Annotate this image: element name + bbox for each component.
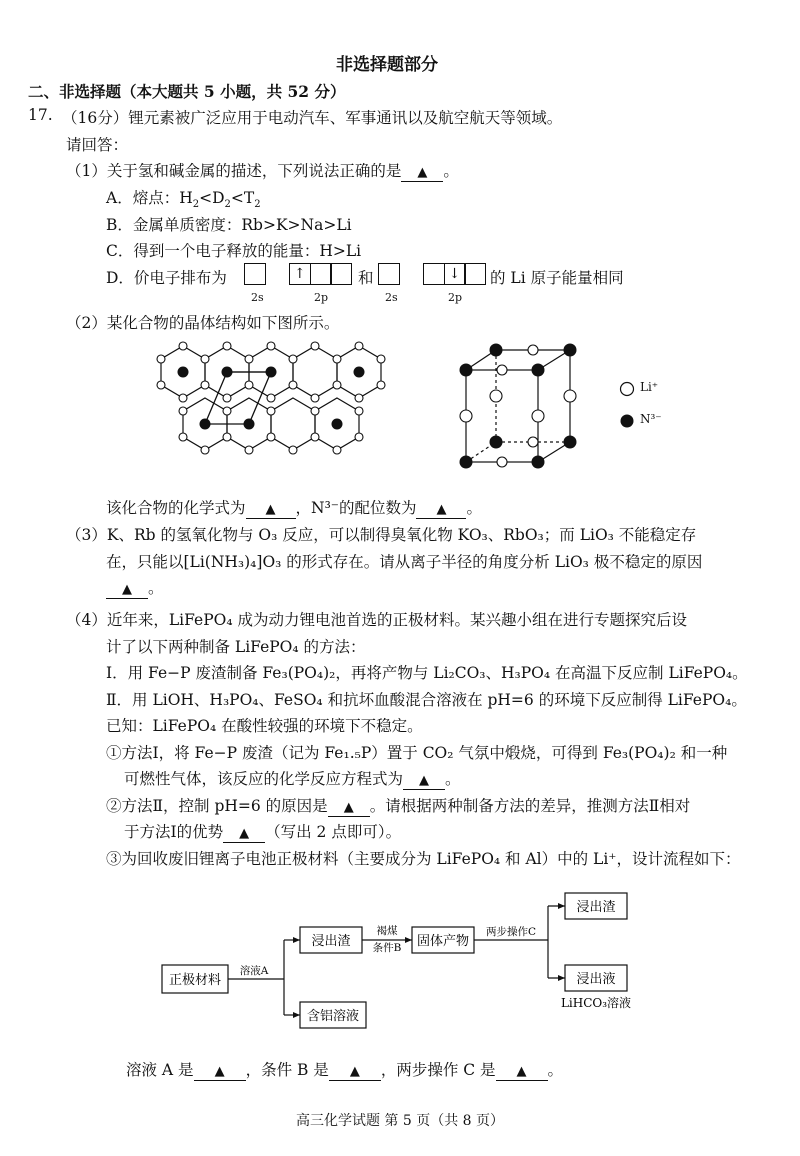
legend-n-label: N³⁻ (640, 412, 662, 426)
orbital-label-2p: 2p (448, 291, 463, 304)
p4-sub1-line2: 可燃性气体，该反应的化学反应方程式为 ▲ 。 (124, 770, 461, 788)
p1-option-a: A．熔点：$H_2<D_2<T_2$ (106, 189, 261, 211)
answer-blank: ▲ (436, 502, 447, 517)
answer-blank: ▲ (417, 165, 428, 180)
flow-label-brown-coal: 褐煤 (376, 925, 398, 937)
answer-blank: ▲ (419, 773, 430, 788)
flow-label-solution-a: 溶液A (239, 965, 269, 977)
answer-blank: ▲ (343, 800, 354, 815)
p1-stem: （1）关于氢和碱金属的描述，下列说法正确的是 ▲ 。 (66, 162, 459, 180)
question-number: 17. (28, 106, 53, 124)
flow-label-leachate: 浸出液 (576, 972, 616, 987)
legend-n-icon (618, 412, 636, 430)
flow-label-solid: 固体产物 (416, 934, 470, 949)
p2-stem: （2）某化合物的晶体结构如下图所示。 (66, 314, 340, 332)
p4-line1: （4）近年来，LiFePO₄ 成为动力锂电池首选的正极材料。某兴趣小组在进行专题探究后设 (66, 611, 687, 629)
answer-blank: ▲ (239, 826, 250, 841)
p1-option-d: D．价电子排布为 (106, 269, 227, 287)
flow-label-al-solution: 含铝溶液 (306, 1009, 360, 1024)
flow-label-lihco3: LiHCO₃溶液 (560, 996, 632, 1010)
p4-sub1-line1: ①方法Ⅰ，将 Fe−P 废渣（记为 Fe₁.₅P）置于 CO₂ 气氛中煅烧，可得到 Fe₃(PO₄)₂ 和一种 (106, 744, 728, 762)
question-intro: （16分）锂元素被广泛应用于电动汽车、军事通讯以及航空航天等领域。 (62, 109, 563, 127)
orbital-diagram-1 (244, 263, 351, 285)
p4-line2: 计了以下两种制备 LiFePO₄ 的方法： (106, 638, 366, 656)
p4-method-2: Ⅱ．用 LiOH、H₃PO₄、FeSO₄ 和抗坏血酸混合溶液在 pH=6 的环境下反应制得 LiFePO₄。 (106, 691, 747, 709)
p3-line2: 在，只能以[Li(NH₃)₄]O₃ 的形式存在。请从离子半径的角度分析 LiO₃ 极不稳定的原因 (106, 553, 703, 571)
p4-method-1: Ⅰ．用 Fe−P 废渣制备 Fe₃(PO₄)₂，再将产物与 Li₂CO₃、H₃PO₄ 在高温下反应制 LiFePO₄。 (106, 664, 748, 682)
flow-label-residue1: 浸出渣 (311, 934, 351, 949)
answer-blank: ▲ (122, 582, 132, 597)
flow-label-condition-b: 条件B (372, 942, 402, 954)
p1-option-d-and: 和 (358, 269, 374, 287)
crystal-layer-figure (130, 338, 410, 474)
orbital-label-2s: 2s (251, 291, 264, 304)
p4-sub2-line2: 于方法Ⅰ的优势 ▲ （写出 2 点即可）。 (124, 823, 402, 841)
p4-final-answer: 溶液 A 是 ▲ ，条件 B 是 ▲ ，两步操作 C 是 ▲ 。 (126, 1061, 564, 1079)
p1-option-b: B．金属单质密度：Rb>K>Na>Li (106, 216, 352, 234)
p1-option-d-tail: 的 Li 原子能量相同 (490, 269, 624, 287)
flow-label-two-step: 两步操作C (485, 926, 537, 938)
p2-answer: 该化合物的化学式为 ▲ ，N³⁻的配位数为 ▲ 。 (106, 499, 482, 517)
question-prompt: 请回答： (66, 136, 129, 154)
p4-sub2-line1: ②方法Ⅱ，控制 pH=6 的原因是 ▲ 。请根据两种制备方法的差异，推测方法Ⅱ相对 (106, 797, 691, 815)
flowchart (150, 885, 670, 1040)
unit-cell-figure (452, 340, 592, 470)
section-title: 非选择题部分 (336, 55, 438, 75)
orbital-label-2p: 2p (314, 291, 329, 304)
flow-label-residue2: 浸出渣 (576, 900, 616, 915)
legend-li-label: Li⁺ (640, 380, 659, 394)
legend-li-icon (618, 380, 636, 398)
orbital-label-2s: 2s (385, 291, 398, 304)
p4-known: 已知：LiFePO₄ 在酸性较强的环境下不稳定。 (106, 717, 423, 735)
answer-blank: ▲ (265, 502, 276, 517)
p3-line3: ▲ 。 (106, 576, 164, 599)
answer-blank: ▲ (214, 1064, 225, 1079)
answer-blank: ▲ (349, 1064, 360, 1079)
answer-blank: ▲ (516, 1064, 527, 1079)
p1-option-c: C．得到一个电子释放的能量：H>Li (106, 242, 362, 260)
orbital-diagram-2 (378, 263, 485, 285)
arrow-down-icon: ↓ (444, 263, 466, 285)
arrow-up-icon: ↑ (289, 263, 311, 285)
page-footer: 高三化学试题 第 5 页（共 8 页） (295, 1113, 505, 1129)
p4-sub3: ③为回收废旧锂离子电池正极材料（主要成分为 LiFePO₄ 和 Al）中的 Li⁺，设计流程如下： (106, 850, 741, 868)
part-heading: 二、非选择题（本大题共 5 小题，共 52 分） (28, 82, 346, 101)
flow-label-cathode: 正极材料 (168, 973, 222, 988)
p3-line1: （3）K、Rb 的氢氧化物与 O₃ 反应，可以制得臭氧化物 KO₃、RbO₃；而 LiO₃ 不能稳定存 (66, 526, 697, 544)
